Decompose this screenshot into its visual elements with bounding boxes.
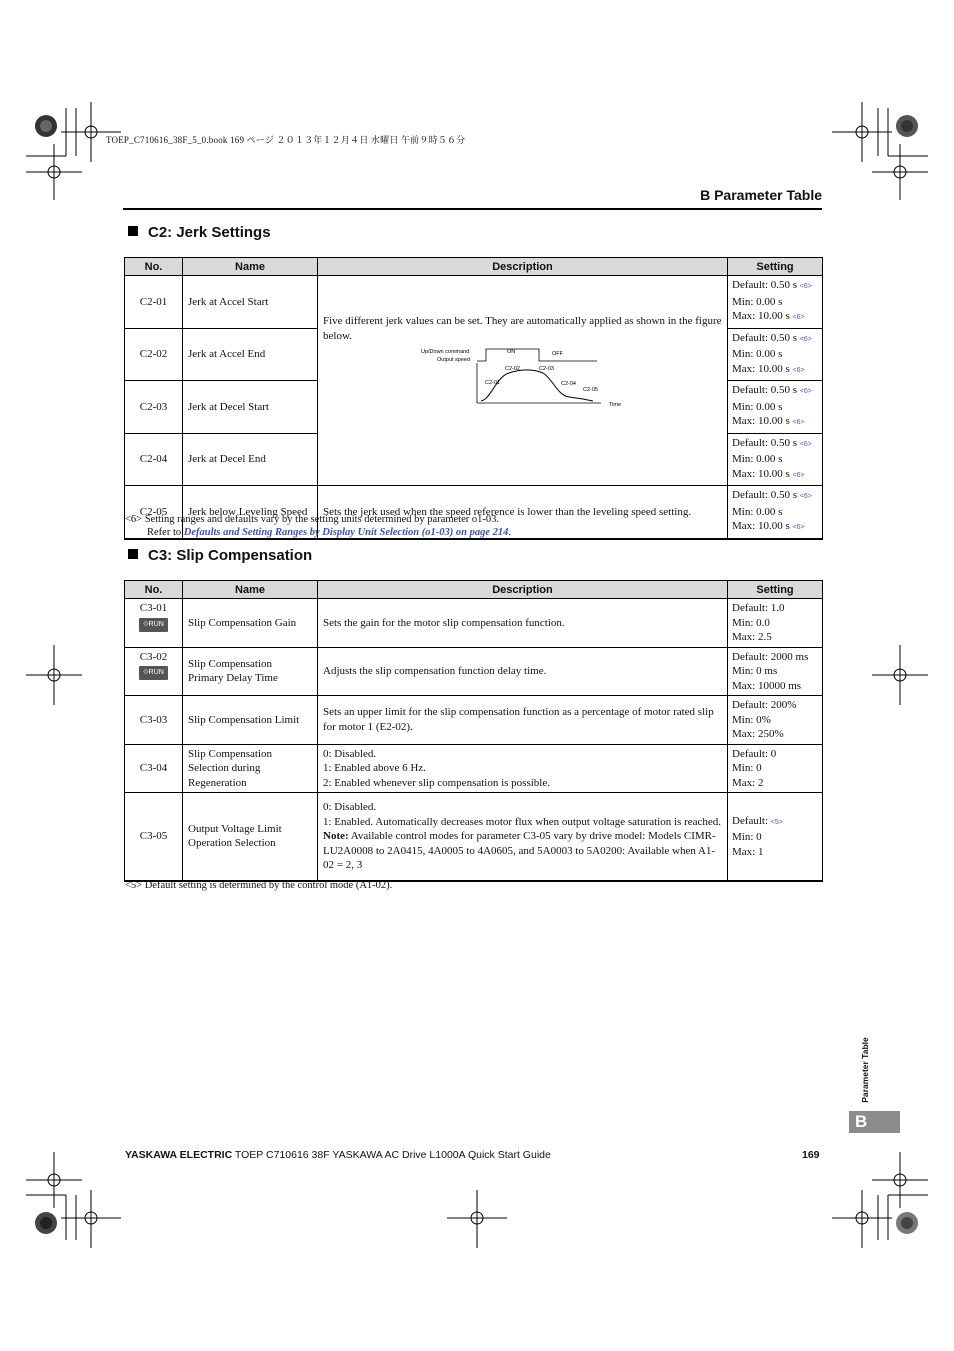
param-name: Slip Compensation Gain [183,599,318,648]
chapter-tab: B [849,1111,900,1133]
param-setting: Default: 0.50 s <6> Min: 0.00 s Max: 10.00 s <6> [728,486,823,539]
param-name: Slip Compensation Primary Delay Time [183,647,318,696]
param-no: C3-02 ⟐RUN [125,647,183,696]
param-description [318,276,728,486]
ref-note-6: <6> [792,471,805,479]
c2-parameter-table [124,257,823,540]
param-setting: Default: 0.50 s <6> Min: 0.00 s Max: 10.00 s <6> [728,433,823,486]
col-header-name: Name [183,258,318,276]
col-header-no: No. [125,258,183,276]
point-c2-02: C2-02 [505,366,520,372]
param-setting: Default: 0 Min: 0 Max: 2 [728,744,823,793]
param-name: Slip Compensation Limit [183,696,318,745]
param-name: Jerk at Decel End [183,433,318,486]
ref-note-6: <6> [792,366,805,374]
ref-note-6: <6> [799,335,812,343]
param-description: 0: Disabled. 1: Enabled above 6 Hz. 2: Enabled whenever slip compensation is possible. [318,744,728,793]
param-no: C2-05 [125,486,183,539]
ref-note-6: <6> [799,493,812,500]
shared-description: Five different jerk values can be set. They are automatically applied as shown in the figure below. [323,315,722,342]
param-description: Sets an upper limit for the slip compensation function as a percentage of motor rated slip for motor 1 (E2-02). [318,696,728,745]
col-header-no: No. [125,581,183,599]
param-description: Sets the jerk used when the speed reference is lower than the leveling speed setting. [318,486,728,539]
param-name: Output Voltage Limit Operation Selection [183,793,318,881]
table-row [125,744,823,793]
param-no: C2-01 [125,276,183,329]
col-header-setting: Setting [728,581,823,599]
cross-reference-link[interactable]: Defaults and Setting Ranges by Display Unit Selection (o1-03) on page 214 [183,527,509,538]
table-row [125,276,823,329]
col-header-description: Description [318,581,728,599]
run-badge-icon: ⟐RUN [139,618,168,632]
point-c2-04: C2-04 [561,381,576,387]
ref-note-6: <6> [792,314,805,321]
off-label: OFF [552,351,563,357]
table-row [125,647,823,696]
param-name: Jerk at Decel Start [183,381,318,434]
param-description: 0: Disabled. 1: Enabled. Automatically decreases motor flux when output voltage saturation is reached. Note: Available control modes for parameter C3-05 vary by drive model: Models CIMR-LU2A0008 to 2A0415, 4A0005 to 4A0605, and 5A0003 to 5A0200: Available when A1-02 = 2, 3 [318,793,728,881]
param-no: C2-03 [125,381,183,434]
param-name: Slip Compensation Selection during Regeneration [183,744,318,793]
point-c2-03: C2-03 [539,366,554,372]
param-name: Jerk below Leveling Speed [183,486,318,539]
ref-note-6: <6> [799,440,812,448]
section-title-c2: C2: Jerk Settings [128,224,271,241]
param-description: Adjusts the slip compensation function delay time. [318,647,728,696]
param-setting: Default: 200% Min: 0% Max: 250% [728,696,823,745]
ref-note-6: <6> [799,283,812,290]
param-no: C3-04 [125,744,183,793]
param-no: C3-03 [125,696,183,745]
ref-note-6: <6> [792,419,805,426]
c3-parameter-table [124,580,823,882]
time-label: Time [609,402,622,408]
col-header-description: Description [318,258,728,276]
footer-brand: YASKAWA ELECTRIC [125,1149,233,1161]
c2-footnote: <6> Setting ranges and defaults vary by the setting units determined by parameter o1-03. Refer to Defaults and Setting Ranges by Display Unit Selection (o1-03) on page 214. [125,514,512,538]
point-c2-01: C2-01 [485,380,500,386]
output-label: Output speed [437,357,471,363]
param-no: C3-05 [125,793,183,881]
param-setting: Default: 0.50 s <6> Min: 0.00 s Max: 10.00 s <6> [728,328,823,381]
page-number: 169 [802,1149,820,1161]
side-tab-label: Parameter Table [860,1037,870,1103]
param-setting: Default: 1.0 Min: 0.0 Max: 2.5 [728,599,823,648]
ref-note-6: <6> [792,524,805,531]
param-name: Jerk at Accel End [183,328,318,381]
footer-doc-info: YASKAWA ELECTRIC TOEP C710616 38F YASKAWA AC Drive L1000A Quick Start Guide [125,1149,551,1161]
param-name: Jerk at Accel Start [183,276,318,329]
section-title-c3: C3: Slip Compensation [128,547,312,564]
square-bullet-icon [128,549,138,559]
table-row [125,696,823,745]
header-rule [123,208,822,210]
book-info-line: TOEP_C710616_38F_5_0.book 169 ページ ２０１３年１２月４日 水曜日 午前９時５６分 [106,135,466,145]
ref-note-6: <6> [799,388,812,395]
param-no: C3-01 ⟐RUN [125,599,183,648]
param-description: Sets the gain for the motor slip compensation function. [318,599,728,648]
ref-note-5: <5> [770,818,783,826]
param-setting: Default: 0.50 s <6> Min: 0.00 s Max: 10.00 s <6> [728,276,823,329]
jerk-timing-figure [421,347,721,411]
param-setting: Default: <5> Min: 0 Max: 1 [728,793,823,881]
col-header-name: Name [183,581,318,599]
square-bullet-icon [128,226,138,236]
param-setting: Default: 2000 ms Min: 0 ms Max: 10000 ms [728,647,823,696]
col-header-setting: Setting [728,258,823,276]
c3-footnote: <5> Default setting is determined by the control mode (A1-02). [125,880,393,891]
param-no: C2-04 [125,433,183,486]
updown-label: Up/Down command [421,349,470,355]
param-no: C2-02 [125,328,183,381]
table-row [125,793,823,881]
on-label: ON [507,349,516,355]
header-title: B Parameter Table [700,187,822,203]
table-row [125,599,823,648]
run-badge-icon: ⟐RUN [139,666,168,680]
point-c2-05: C2-05 [583,387,598,393]
param-setting: Default: 0.50 s <6> Min: 0.00 s Max: 10.00 s <6> [728,381,823,434]
